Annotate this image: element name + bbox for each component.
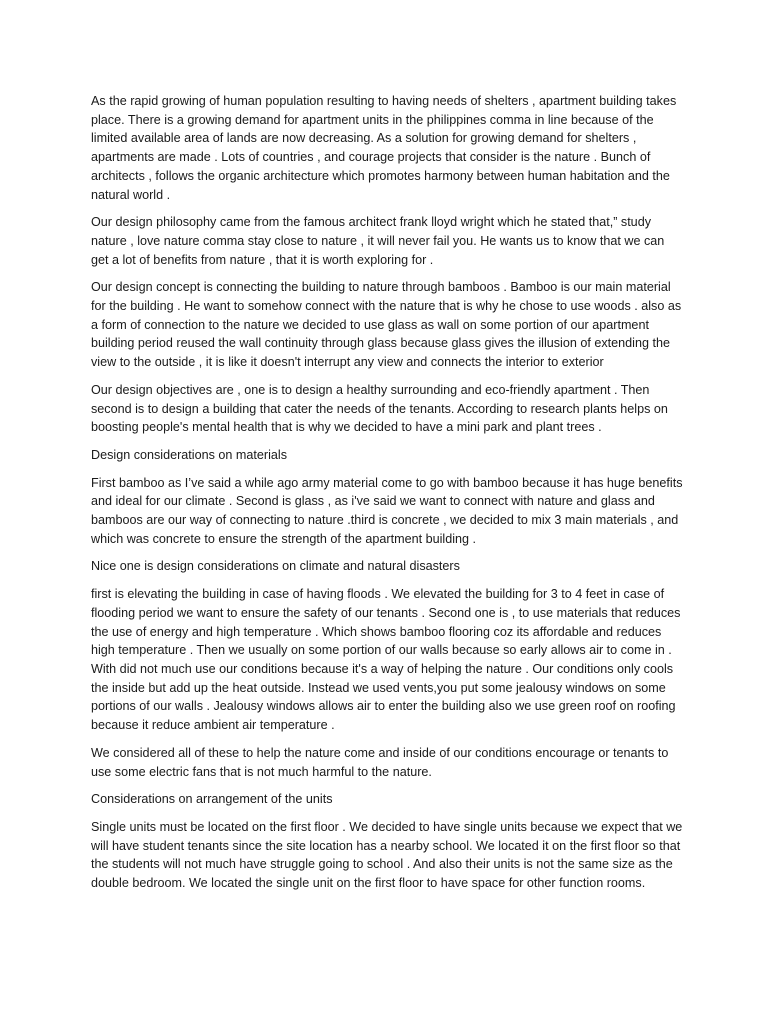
heading-climate: Nice one is design considerations on climate and natural disasters xyxy=(91,559,460,574)
heading-arrangement: Considerations on arrangement of the units xyxy=(91,792,333,807)
paragraph-arrangement: Single units must be located on the first floor . We decided to have single units because we expect that we will have student tenants since the site location has a nearby school. We located it on the first floor so that the students will not much have struggle going to school . And also their units is not the same size as the double bedroom. We located the single unit on the first floor to have space for other function rooms. xyxy=(91,819,683,891)
paragraph-design-concept: Our design concept is connecting the building to nature through bamboos . Bamboo is our main material for the building . He want to somehow connect with the nature that is why he chose to use woods . also as a form of connection to the nature we decided to use glass as wall on some portion of our apartment building period reused the wall continuity through glass because glass gives the illusion of extending the view to the outside , it is like it doesn't interrupt any view and connects the interior to exterior xyxy=(91,280,682,370)
paragraph-design-philosophy: Our design philosophy came from the famous architect frank lloyd wright which he stated that,” study nature , love nature comma stay close to nature , it will never fail you. He wants us to know that we can get a lot of benefits from nature , that it is worth exploring for . xyxy=(91,215,665,267)
paragraph-considerations-summary: We considered all of these to help the nature come and inside of our conditions encourage or tenants to use some electric fans that is not much harmful to the nature. xyxy=(91,745,669,779)
paragraph-materials: First bamboo as I’ve said a while ago army material come to go with bamboo because it has huge benefits and ideal for our climate . Second is glass , as i've said we want to connect with nature and glass and bamboos are our way of connecting to nature .third is concrete , we decided to mix 3 main materials , and which was concrete to ensure the strength of the apartment building . xyxy=(91,475,683,546)
document-body xyxy=(91,92,683,902)
paragraph-design-objectives: Our design objectives are , one is to design a healthy surrounding and eco-friendly apartment . Then second is to design a building that cater the needs of the tenants. According to research plants helps on boosting people's mental health that is why we decided to have a mini park and plant trees . xyxy=(91,382,668,435)
paragraph-introduction: As the rapid growing of human population resulting to having needs of shelters , apartment building takes place. There is a growing demand for apartment units in the philippines comma in line because of the limited available area of lands are now decreasing. As a solution for growing demand for shelters , apartments are made . Lots of countries , and courage projects that consider is the nature . Bunch of architects , follows the organic architecture which promotes harmony between human habitation and the natural world . xyxy=(91,94,677,202)
paragraph-climate: first is elevating the building in case of having floods . We elevated the building for 3 to 4 feet in case of flooding period we want to ensure the safety of our tenants . Second one is , to use materials that reduces the use of energy and high temperature . Which shows bamboo flooring coz its affordable and reduces high temperature . Then we usually on some portion of our walls because so early allows air to come in . With did not much use our conditions because it's a way of helping the nature . Our conditions only cools the inside but add up the heat outside. Instead we used vents,you put some jealousy windows on some portions of our walls . Jealousy windows allows air to enter the building also we use green roof on roofing because it reduce ambient air temperature . xyxy=(91,587,681,733)
heading-materials: Design considerations on materials xyxy=(91,447,288,462)
